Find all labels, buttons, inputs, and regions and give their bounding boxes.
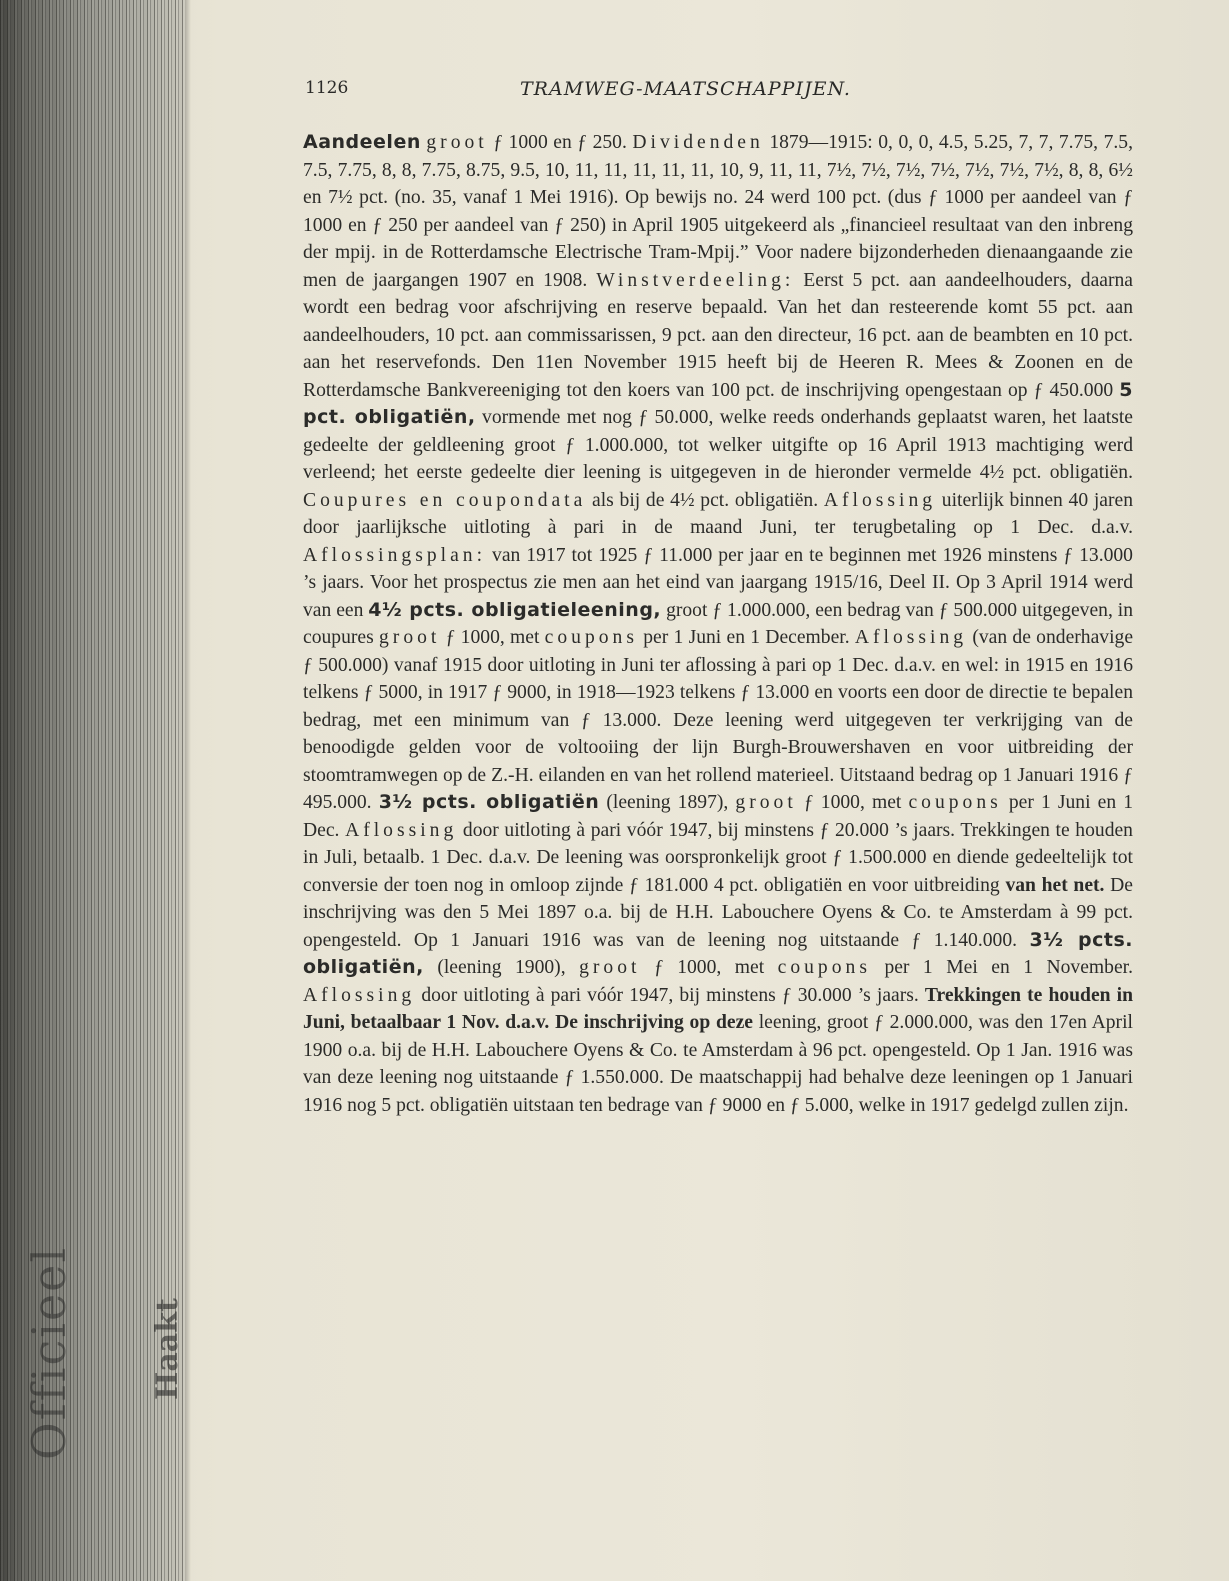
section-label-3half-pct-1897: 3½ pcts. obligatiën xyxy=(378,791,600,813)
text-run: (van de onderhavige ƒ 500.000) vanaf 1915 door uitloting in Juni ter aflossing à pari op 1 Dec. d.a.v. en wel: in 1915 en 1916 telkens ƒ 5000, in 1917 ƒ 9000, in 1918—1923 telkens ƒ 13.000 en voorts een door de directie te bepalen bedrag, met een minimum van ƒ 13.000. Deze leening werd uitgegeven ter verkrijging van de benoodigde gelden voor de voltooiing der lijn Burgh-Brouwershaven en voor uitbreiding der stoomtramwegen op de Z.-H. eilanden en van het rollend materieel. Uitstaand bedrag op 1 Januari 1916 ƒ 495.000. xyxy=(303,627,1134,813)
spaced-term: coupons xyxy=(544,627,638,648)
text-run: door uitloting à pari vóór 1947, bij minstens ƒ 20.000 ’s jaars. Trekkingen te houden in Juli, betaalb. 1 Dec. d.a.v. De leening was oorspronkelijk groot ƒ 1.500.000 en diende gedeeltelijk tot conversie der toen nog in omloop zijnde ƒ 181.000 4 pct. obligatiën en voor uitbreiding xyxy=(303,819,1133,896)
spaced-term: Aflossingsplan: xyxy=(303,544,487,566)
text-run: ƒ 1000, met xyxy=(653,957,765,978)
text-run: (leening 1897), xyxy=(606,792,729,813)
text-run: uiterlijk binnen 40 jaren door jaarlijksche uitloting à pari in de maand Juni, ter terugbetaling op 1 Dec. d.a.v. xyxy=(303,489,1133,538)
spaced-term: coupons xyxy=(908,792,1002,813)
text-run: per 1 Juni en 1 Dec. xyxy=(303,792,1134,841)
page-number: 1126 xyxy=(305,78,349,98)
running-title: TRAMWEG-MAATSCHAPPIJEN. xyxy=(520,78,851,100)
text-run: ƒ 1000, met xyxy=(445,627,540,648)
text-run: (leening 1900), xyxy=(437,957,566,978)
text-run: door uitloting à pari vóór 1947, bij minstens ƒ 30.000 ’s jaars. xyxy=(421,984,919,1006)
spine-lettering-small: Haakt xyxy=(150,1298,185,1400)
text-run: vormende met nog ƒ 50.000, welke reeds onderhands geplaatst waren, het laatste gedeelte der geldleening groot ƒ 1.000.000, tot welker uitgifte op 16 April 1913 machtiging werd verleend; het eerste gedeelte dier leening is uitgegeven in de hieronder vermelde 4½ pct. obligatiën. xyxy=(303,407,1133,483)
section-label-4half-pct: 4½ pcts. obligatieleening, xyxy=(368,598,662,621)
section-label-5pct: 5 pct. obligatiën, xyxy=(303,378,1133,428)
spaced-term: Coupures en coupondata xyxy=(303,489,587,511)
text-run-bold: De inschrijving xyxy=(555,1012,684,1033)
spaced-term: Aflossing xyxy=(345,819,458,841)
section-label-3half-pct-1900: 3½ pcts. obligatiën, xyxy=(303,928,1133,978)
text-run-bold: Trekkingen te houden in Juni, betaalbaar 1 Nov. d.a.v. xyxy=(303,984,1133,1033)
text-run-bold: van het net. xyxy=(1005,874,1105,896)
text-run-bold: op deze xyxy=(689,1012,753,1033)
text-run: groot ƒ 1.000.000, een bedrag van ƒ 500.000 uitgegeven, in coupures xyxy=(303,599,1133,648)
text-run: van 1917 tot 1925 ƒ 11.000 per jaar en te beginnen met 1926 minstens ƒ 13.000 ’s jaars. Voor het prospectus zie men aan het eind van jaargang 1915/16, Deel II. Op 3 April 1914 werd van een xyxy=(303,544,1133,621)
text-run: per 1 Mei en 1 November. xyxy=(884,957,1133,978)
spaced-term: Winstverdeeling: xyxy=(596,269,795,291)
text-run: leening, groot ƒ 2.000.000, was den 17en April 1900 o.a. bij de H.H. Labouchere Oyens & Co. te Amsterdam à 96 pct. opengesteld. Op 1 Jan. 1916 was van deze leening nog uitstaande ƒ 1.550.000. De maatschappij had behalve deze leeningen op 1 Januari 1916 nog 5 pct. obligatiën uitstaan ten bedrage van ƒ 9000 en ƒ 5.000, welke in 1917 gedelgd zullen zijn. xyxy=(303,1012,1133,1116)
text-run: als bij de 4½ pct. obligatiën. xyxy=(592,489,819,511)
text-run: ƒ 1000, met xyxy=(803,792,902,813)
spaced-term: Aflossing xyxy=(854,627,968,648)
spine-lettering: Officieel xyxy=(22,1245,76,1460)
spaced-term: Aflossing xyxy=(303,984,416,1006)
spaced-term: groot xyxy=(735,792,797,813)
book-spine-edge xyxy=(0,0,185,1581)
spaced-term: coupons xyxy=(777,957,871,978)
spaced-term: groot xyxy=(579,957,641,978)
spaced-term: groot xyxy=(379,627,441,648)
text-run: ƒ 1000 en ƒ 250. xyxy=(493,132,627,153)
section-label-aandeelen: Aandeelen xyxy=(303,131,421,153)
spaced-term: groot xyxy=(426,132,488,153)
text-run: 1879—1915: 0, 0, 0, 4.5, 5.25, 7, 7, 7.75, 7.5, 7.5, 7.75, 8, 8, 7.75, 8.75, 9.5, 10, 11, 11, 11, 11, 11, 10, 9, 11, 11, 7½, 7½, 7½, 7½, 7½, 7½, 7½, 8, 8, 6½ en 7½ pct. (no. 35, vanaf 1 Mei 1916). Op bewijs no. 24 werd 100 pct. (dus ƒ 1000 per aandeel van ƒ 1000 en ƒ 250 per aandeel van ƒ 250) in April 1905 uitgekeerd als „financieel resultaat van den inbreng der mpij. in de Rotterdamsche Electrische Tram-Mpij.” Voor nadere bijzonderheden dienaangaande zie men de jaargangen 1907 en 1908. xyxy=(303,132,1133,291)
text-run: Eerst 5 pct. aan aandeelhouders, daarna wordt een bedrag voor afschrijving en reserve bepaald. Van het dan resteerende komt 55 pct. aan aandeelhouders, 10 pct. aan commissarissen, 9 pct. aan den directeur, 16 pct. aan de beambten en 10 pct. aan het reservefonds. Den 11en November 1915 heeft bij de Heeren R. Mees & Zoonen en de Rotterdamsche Bankvereeniging tot den koers van 100 pct. de inschrijving opengestaan op ƒ 450.000 xyxy=(303,269,1133,401)
spaced-term: Aflossing xyxy=(823,489,937,511)
text-run: per 1 Juni en 1 December. xyxy=(643,627,850,648)
page-header xyxy=(305,78,1135,108)
spaced-term: Dividenden xyxy=(632,132,764,153)
main-paragraph xyxy=(303,129,1133,1119)
text-run: De inschrijving was den 5 Mei 1897 o.a. bij de H.H. Labouchere Oyens & Co. te Amsterdam à 99 pct. opengesteld. Op 1 Januari 1916 was van de leening nog uitstaande ƒ 1.140.000. xyxy=(303,874,1134,951)
